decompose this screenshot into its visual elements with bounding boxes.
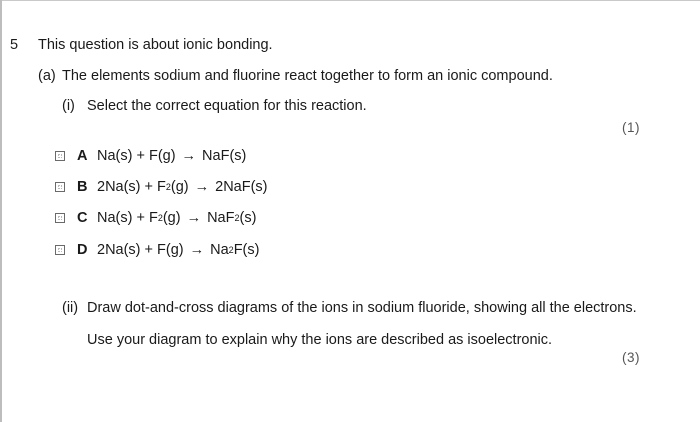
option-d[interactable]: D 2Na(s) + F(g) → Na 2 F(s) bbox=[55, 240, 259, 260]
page-left-border bbox=[0, 0, 2, 422]
option-c-arrow: → bbox=[186, 210, 202, 226]
option-c-lhs-post: (g) bbox=[162, 210, 181, 226]
option-b-checkbox[interactable] bbox=[55, 182, 65, 192]
option-d-rhs-pre: Na bbox=[210, 242, 229, 258]
part-ii-marks: (3) bbox=[622, 350, 640, 365]
option-b[interactable]: B 2Na(s) + F 2 (g) → 2NaF(s) bbox=[55, 177, 268, 197]
question-number: 5 bbox=[10, 37, 19, 53]
option-d-checkbox[interactable] bbox=[55, 245, 65, 255]
option-c-rhs-pre: NaF bbox=[207, 210, 235, 226]
part-i-text: Select the correct equation for this reaction. bbox=[87, 98, 367, 114]
option-a-arrow: → bbox=[181, 148, 197, 164]
part-ii-text-line1: Draw dot-and-cross diagrams of the ions in sodium fluoride, showing all the electrons. bbox=[87, 300, 637, 316]
part-ii-label: (ii) bbox=[62, 300, 79, 316]
option-a-letter: A bbox=[77, 148, 88, 164]
part-i-label: (i) bbox=[62, 98, 75, 114]
part-a-label: (a) bbox=[38, 68, 56, 84]
option-c-rhs-post: (s) bbox=[239, 210, 257, 226]
option-d-lhs: 2Na(s) + F(g) bbox=[97, 242, 184, 258]
option-b-rhs: 2NaF(s) bbox=[215, 179, 268, 195]
option-c-lhs-pre: Na(s) + F bbox=[97, 210, 158, 226]
option-c[interactable]: C Na(s) + F 2 (g) → NaF 2 (s) bbox=[55, 208, 256, 228]
part-a-text: The elements sodium and fluorine react together to form an ionic compound. bbox=[62, 68, 553, 84]
option-b-lhs-post: (g) bbox=[170, 179, 189, 195]
option-d-rhs-post: F(s) bbox=[233, 242, 260, 258]
option-a[interactable] bbox=[55, 146, 246, 166]
option-b-arrow: → bbox=[194, 179, 210, 195]
option-a-checkbox[interactable] bbox=[55, 151, 65, 161]
option-d-arrow: → bbox=[189, 242, 205, 258]
question-intro: This question is about ionic bonding. bbox=[38, 37, 273, 53]
option-a-rhs: NaF(s) bbox=[202, 148, 247, 164]
option-b-letter: B bbox=[77, 179, 88, 195]
option-c-checkbox[interactable] bbox=[55, 213, 65, 223]
part-i-marks: (1) bbox=[622, 120, 640, 135]
part-ii-text-line2: Use your diagram to explain why the ions are described as isoelectronic. bbox=[87, 332, 553, 348]
option-a-lhs: Na(s) + F(g) bbox=[97, 148, 176, 164]
option-b-lhs-pre: 2Na(s) + F bbox=[97, 179, 166, 195]
option-c-letter: C bbox=[77, 210, 88, 226]
option-d-letter: D bbox=[77, 242, 88, 258]
page-top-border bbox=[0, 0, 700, 1]
